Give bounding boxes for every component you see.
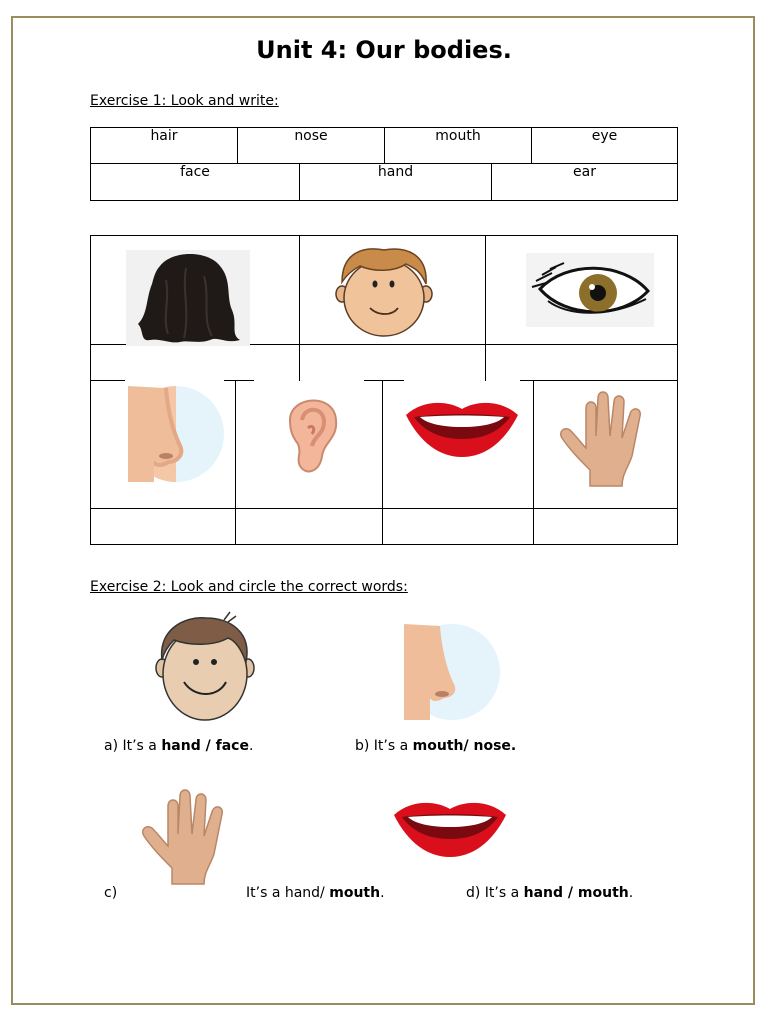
mouth-picture	[404, 395, 520, 461]
face-picture	[334, 242, 434, 340]
word-bank-row-2	[90, 163, 678, 201]
option-nose[interactable]: nose	[473, 738, 511, 754]
option-hand[interactable]: hand	[523, 885, 564, 901]
nose-picture-2	[402, 622, 502, 722]
word-bank-cell: ear	[492, 164, 678, 201]
sentence-a: a) It’s a hand / face.	[104, 738, 254, 754]
ear-picture	[262, 384, 358, 480]
word-bank-cell: hand	[300, 164, 492, 201]
eye-picture	[526, 253, 654, 327]
sentence-d: d) It’s a hand / mouth.	[466, 885, 634, 901]
sentence-b: b) It’s a mouth/ nose.	[355, 738, 517, 754]
hair-picture	[126, 250, 250, 346]
option-hand[interactable]: hand	[161, 738, 201, 754]
option-mouth[interactable]: mouth	[577, 885, 629, 901]
exercise2-heading: Exercise 2: Look and circle the correct words:	[90, 579, 408, 595]
word-bank-cell: hair	[91, 128, 238, 164]
page-title: Unit 4: Our bodies.	[256, 36, 512, 64]
sentence-c: It’s a hand/ mouth.	[246, 885, 385, 901]
hand-picture	[556, 386, 652, 490]
word-bank-row-1	[90, 127, 678, 164]
nose-picture	[126, 384, 226, 484]
word-bank-cell: eye	[532, 128, 678, 164]
mouth-picture-2	[392, 795, 508, 861]
sentence-c-letter: c)	[104, 885, 118, 901]
word-bank-cell: nose	[238, 128, 385, 164]
word-bank-cell: mouth	[385, 128, 532, 164]
exercise1-heading: Exercise 1: Look and write:	[90, 93, 279, 109]
option-mouth[interactable]: mouth	[329, 885, 381, 901]
boy-face-picture	[154, 610, 256, 722]
hand-picture-2	[138, 784, 234, 888]
word-bank-cell: face	[91, 164, 300, 201]
option-face[interactable]: face	[215, 738, 249, 754]
option-mouth[interactable]: mouth	[412, 738, 464, 754]
